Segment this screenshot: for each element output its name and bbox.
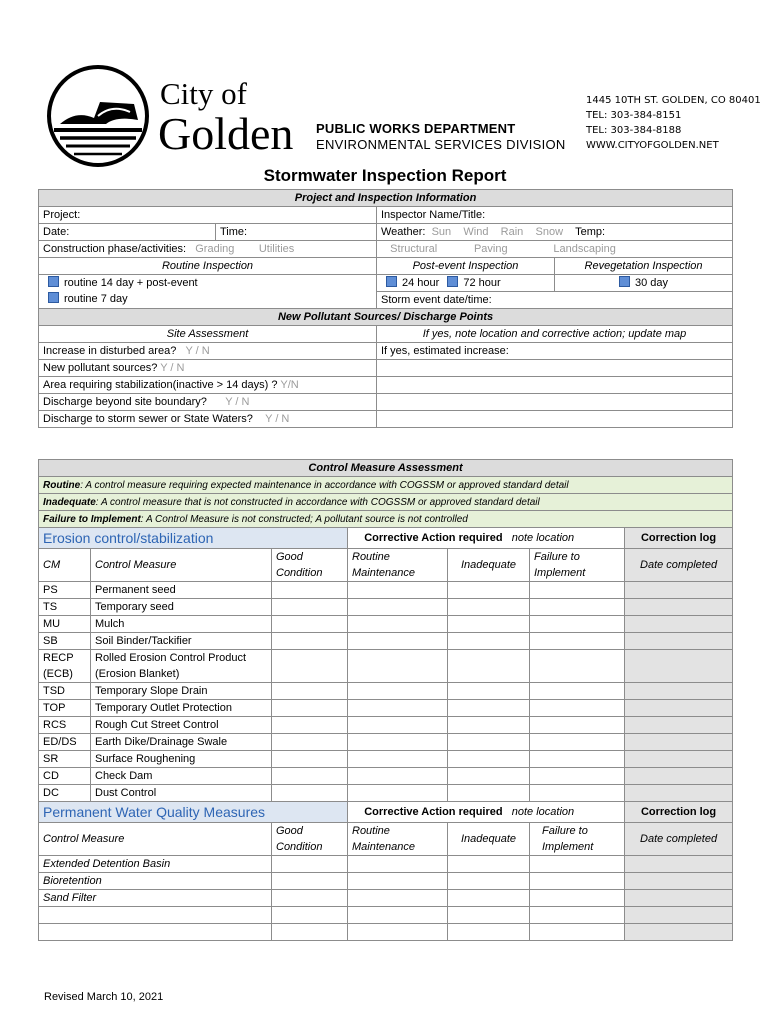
failure-cell[interactable] bbox=[530, 700, 625, 717]
phase-label: Construction phase/activities: bbox=[43, 242, 187, 255]
cm-code: PS bbox=[39, 582, 91, 599]
pwq-correction-log-header: Correction log bbox=[625, 802, 733, 823]
post-24-option[interactable] bbox=[377, 275, 555, 292]
pwq-assessment-cell[interactable] bbox=[272, 924, 348, 941]
routine-maintenance-cell[interactable] bbox=[348, 734, 448, 751]
pollutant-row-note[interactable] bbox=[377, 411, 733, 428]
pollutant-row[interactable]: Increase in disturbed area? Y / N bbox=[39, 343, 377, 360]
reveg-30-option[interactable] bbox=[555, 275, 733, 292]
cm-name: Surface Roughening bbox=[91, 751, 272, 768]
date-completed-cell[interactable] bbox=[625, 666, 733, 683]
checkbox-icon[interactable] bbox=[619, 276, 630, 287]
pwq-assessment-cell[interactable] bbox=[272, 873, 348, 890]
cm-name: Rough Cut Street Control bbox=[91, 717, 272, 734]
good-condition-cell[interactable] bbox=[272, 700, 348, 717]
cm-name: Dust Control bbox=[91, 785, 272, 802]
pwq-assessment-cell[interactable] bbox=[530, 924, 625, 941]
pwq-measure-name: Bioretention bbox=[39, 873, 272, 890]
pwq-col-date-completed: Date completed bbox=[625, 823, 733, 856]
cm-code: TSD bbox=[39, 683, 91, 700]
pwq-assessment-cell[interactable] bbox=[530, 856, 625, 873]
cm-name: Check Dam bbox=[91, 768, 272, 785]
inadequate-cell[interactable] bbox=[448, 633, 530, 650]
pwq-measure-name bbox=[39, 907, 272, 924]
pwq-date-completed-cell[interactable] bbox=[625, 873, 733, 890]
col-failure: Failure to Implement bbox=[530, 549, 625, 582]
pwq-assessment-cell[interactable] bbox=[272, 856, 348, 873]
good-condition-cell[interactable] bbox=[272, 633, 348, 650]
cm-name: Temporary Outlet Protection bbox=[91, 700, 272, 717]
pwq-date-completed-cell[interactable] bbox=[625, 890, 733, 907]
inadequate-cell[interactable] bbox=[448, 717, 530, 734]
cm-code: TOP bbox=[39, 700, 91, 717]
good-condition-cell[interactable] bbox=[272, 734, 348, 751]
pwq-row bbox=[39, 890, 733, 907]
cm-code: TS bbox=[39, 599, 91, 616]
date-completed-cell[interactable] bbox=[625, 768, 733, 785]
pwq-assessment-cell[interactable] bbox=[448, 924, 530, 941]
failure-cell[interactable] bbox=[530, 768, 625, 785]
division-name: ENVIRONMENTAL SERVICES DIVISION bbox=[316, 137, 566, 152]
cm-code: RECP bbox=[39, 650, 91, 667]
weather-wind[interactable]: Wind bbox=[463, 225, 489, 238]
good-condition-cell[interactable] bbox=[272, 717, 348, 734]
cm-code: RCS bbox=[39, 717, 91, 734]
good-condition-cell[interactable] bbox=[272, 785, 348, 802]
control-measure-row bbox=[39, 785, 733, 802]
phase-paving[interactable]: Paving bbox=[473, 242, 508, 255]
routine-7-option[interactable] bbox=[39, 292, 377, 309]
control-measure-row bbox=[39, 582, 733, 599]
pwq-col-control-measure: Control Measure bbox=[39, 823, 272, 856]
pwq-date-completed-cell[interactable] bbox=[625, 856, 733, 873]
good-condition-cell[interactable] bbox=[272, 582, 348, 599]
date-completed-cell[interactable] bbox=[625, 650, 733, 667]
col-inadequate: Inadequate bbox=[448, 549, 530, 582]
website-line: WWW.CITYOFGOLDEN.NET bbox=[586, 140, 719, 151]
pwq-date-completed-cell[interactable] bbox=[625, 907, 733, 924]
corrective-action-header: Corrective Action required note location bbox=[348, 528, 625, 549]
good-condition-cell[interactable] bbox=[272, 751, 348, 768]
reveg-30-label: 30 day bbox=[635, 276, 669, 289]
pwq-row bbox=[39, 873, 733, 890]
pwq-assessment-cell[interactable] bbox=[448, 890, 530, 907]
city-logo bbox=[46, 64, 150, 168]
revegetation-header: Revegetation Inspection bbox=[555, 258, 733, 275]
pollutant-row[interactable]: Area requiring stabilization(inactive > 14 days) ? Y/N bbox=[39, 377, 377, 394]
pollutant-row[interactable]: Discharge beyond site boundary? Y / N bbox=[39, 394, 377, 411]
checkbox-icon[interactable] bbox=[48, 292, 59, 303]
inadequate-cell[interactable] bbox=[448, 599, 530, 616]
project-field[interactable]: Project: bbox=[39, 207, 377, 224]
routine-maintenance-cell[interactable] bbox=[348, 582, 448, 599]
pwq-col-inadequate: Inadequate bbox=[448, 823, 530, 856]
pwq-header: Permanent Water Quality Measures bbox=[39, 802, 348, 823]
date-completed-cell[interactable] bbox=[625, 683, 733, 700]
pollutant-row[interactable]: New pollutant sources? Y / N bbox=[39, 360, 377, 377]
control-measure-row bbox=[39, 700, 733, 717]
weather-rain[interactable]: Rain bbox=[500, 225, 524, 238]
pwq-row bbox=[39, 924, 733, 941]
phase-landscaping[interactable]: Landscaping bbox=[553, 242, 616, 255]
routine-maintenance-cell[interactable] bbox=[348, 650, 448, 667]
phase-utilities[interactable]: Utilities bbox=[258, 242, 295, 255]
pollutant-row-note[interactable]: If yes, estimated increase: bbox=[377, 343, 733, 360]
cm-code: ED/DS bbox=[39, 734, 91, 751]
routine-7-label: routine 7 day bbox=[64, 293, 128, 306]
inadequate-cell[interactable] bbox=[448, 582, 530, 599]
pwq-assessment-cell[interactable] bbox=[448, 856, 530, 873]
routine-14-label: routine 14 day + post-event bbox=[64, 276, 198, 289]
cm-name: Soil Binder/Tackifier bbox=[91, 633, 272, 650]
pwq-col-good-condition: Good Condition bbox=[272, 823, 348, 856]
time-field[interactable]: Time: bbox=[216, 224, 377, 241]
date-completed-cell[interactable] bbox=[625, 616, 733, 633]
cm-code: MU bbox=[39, 616, 91, 633]
cm-code: (ECB) bbox=[39, 666, 91, 683]
cm-code: CD bbox=[39, 768, 91, 785]
control-measure-row bbox=[39, 650, 733, 667]
phase-structural[interactable]: Structural bbox=[390, 242, 438, 255]
date-completed-cell[interactable] bbox=[625, 700, 733, 717]
failure-cell[interactable] bbox=[530, 599, 625, 616]
date-completed-cell[interactable] bbox=[625, 734, 733, 751]
col-date-completed: Date completed bbox=[625, 549, 733, 582]
cm-name: Rolled Erosion Control Product bbox=[91, 650, 272, 667]
control-measure-row bbox=[39, 768, 733, 785]
col-cm: CM bbox=[39, 549, 91, 582]
inadequate-cell[interactable] bbox=[448, 683, 530, 700]
cm-name: Mulch bbox=[91, 616, 272, 633]
inadequate-cell[interactable] bbox=[448, 650, 530, 667]
failure-cell[interactable] bbox=[530, 650, 625, 667]
checkbox-icon[interactable] bbox=[386, 276, 397, 287]
routine-14-option[interactable] bbox=[39, 275, 377, 292]
failure-cell[interactable] bbox=[530, 633, 625, 650]
weather-field[interactable] bbox=[377, 224, 733, 241]
failure-cell[interactable] bbox=[530, 616, 625, 633]
inadequate-cell[interactable] bbox=[448, 734, 530, 751]
definition-inadequate: Inadequate: A control measure that is not constructed in accordance with COGSSM or approved standard detail bbox=[39, 494, 733, 511]
routine-maintenance-cell[interactable] bbox=[348, 616, 448, 633]
cm-name: (Erosion Blanket) bbox=[91, 666, 272, 683]
pwq-assessment-cell[interactable] bbox=[530, 873, 625, 890]
pwq-assessment-cell[interactable] bbox=[348, 873, 448, 890]
control-measure-row bbox=[39, 616, 733, 633]
site-assessment-header: Site Assessment bbox=[39, 326, 377, 343]
pwq-assessment-cell[interactable] bbox=[448, 873, 530, 890]
failure-cell[interactable] bbox=[530, 785, 625, 802]
cm-code: SB bbox=[39, 633, 91, 650]
pwq-measure-name: Sand Filter bbox=[39, 890, 272, 907]
inadequate-cell[interactable] bbox=[448, 785, 530, 802]
revision-note: Revised March 10, 2021 bbox=[44, 991, 164, 1003]
control-measure-row bbox=[39, 717, 733, 734]
routine-maintenance-cell[interactable] bbox=[348, 751, 448, 768]
control-measure-row bbox=[39, 734, 733, 751]
inspector-field[interactable]: Inspector Name/Title: bbox=[377, 207, 733, 224]
control-section-header: Control Measure Assessment bbox=[39, 460, 733, 477]
pollutant-row[interactable]: Discharge to storm sewer or State Waters? Y / N bbox=[39, 411, 377, 428]
correction-log-header: Correction log bbox=[625, 528, 733, 549]
failure-cell[interactable] bbox=[530, 751, 625, 768]
failure-cell[interactable] bbox=[530, 666, 625, 683]
pollutant-row-note[interactable] bbox=[377, 360, 733, 377]
project-section-header: Project and Inspection Information bbox=[39, 190, 733, 207]
routine-maintenance-cell[interactable] bbox=[348, 633, 448, 650]
control-measure-table bbox=[38, 459, 733, 941]
pwq-measure-name: Extended Detention Basin bbox=[39, 856, 272, 873]
date-completed-cell[interactable] bbox=[625, 751, 733, 768]
pwq-row bbox=[39, 907, 733, 924]
phase-grading[interactable]: Grading bbox=[195, 242, 235, 255]
pwq-assessment-cell[interactable] bbox=[348, 856, 448, 873]
pwq-assessment-cell[interactable] bbox=[348, 907, 448, 924]
cm-name: Permanent seed bbox=[91, 582, 272, 599]
pwq-assessment-cell[interactable] bbox=[448, 907, 530, 924]
cm-name: Temporary seed bbox=[91, 599, 272, 616]
control-measure-row bbox=[39, 633, 733, 650]
col-control-measure: Control Measure bbox=[91, 549, 272, 582]
department-name: PUBLIC WORKS DEPARTMENT bbox=[316, 121, 516, 136]
good-condition-cell[interactable] bbox=[272, 683, 348, 700]
failure-cell[interactable] bbox=[530, 717, 625, 734]
address-line: 1445 10TH ST. GOLDEN, CO 80401 bbox=[586, 95, 761, 106]
checkbox-icon[interactable] bbox=[48, 276, 59, 287]
routine-inspection-header: Routine Inspection bbox=[39, 258, 377, 275]
inadequate-cell[interactable] bbox=[448, 666, 530, 683]
definition-failure: Failure to Implement: A Control Measure is not constructed; A pollutant source is not controlled bbox=[39, 511, 733, 528]
pwq-assessment-cell[interactable] bbox=[272, 890, 348, 907]
cm-code: SR bbox=[39, 751, 91, 768]
good-condition-cell[interactable] bbox=[272, 650, 348, 667]
routine-maintenance-cell[interactable] bbox=[348, 768, 448, 785]
temp-label: Temp: bbox=[575, 225, 606, 238]
phase-field-continued[interactable] bbox=[377, 241, 733, 258]
failure-cell[interactable] bbox=[530, 734, 625, 751]
routine-maintenance-cell[interactable] bbox=[348, 683, 448, 700]
checkbox-icon[interactable] bbox=[447, 276, 458, 287]
page-title: Stormwater Inspection Report bbox=[263, 166, 507, 185]
golden-wordmark: Golden bbox=[158, 108, 294, 159]
pwq-assessment-cell[interactable] bbox=[530, 890, 625, 907]
cm-name: Temporary Slope Drain bbox=[91, 683, 272, 700]
date-completed-cell[interactable] bbox=[625, 633, 733, 650]
pollutant-section-header: New Pollutant Sources/ Discharge Points bbox=[39, 309, 733, 326]
good-condition-cell[interactable] bbox=[272, 666, 348, 683]
storm-event-field[interactable]: Storm event date/time: bbox=[377, 292, 733, 309]
pwq-row bbox=[39, 856, 733, 873]
definition-routine: Routine: A control measure requiring expected maintenance in accordance with COGSSM or approved standard detail bbox=[39, 477, 733, 494]
pwq-assessment-cell[interactable] bbox=[348, 924, 448, 941]
routine-maintenance-cell[interactable] bbox=[348, 785, 448, 802]
pwq-measure-name bbox=[39, 924, 272, 941]
post-event-header: Post-event Inspection bbox=[377, 258, 555, 275]
pwq-assessment-cell[interactable] bbox=[348, 890, 448, 907]
post-72-label: 72 hour bbox=[463, 276, 501, 289]
note-location-header: If yes, note location and corrective action; update map bbox=[377, 326, 733, 343]
routine-maintenance-cell[interactable] bbox=[348, 599, 448, 616]
date-completed-cell[interactable] bbox=[625, 717, 733, 734]
pwq-date-completed-cell[interactable] bbox=[625, 924, 733, 941]
date-completed-cell[interactable] bbox=[625, 582, 733, 599]
control-measure-row bbox=[39, 666, 733, 683]
city-of-wordmark: City of bbox=[160, 76, 247, 111]
good-condition-cell[interactable] bbox=[272, 616, 348, 633]
good-condition-cell[interactable] bbox=[272, 768, 348, 785]
routine-maintenance-cell[interactable] bbox=[348, 700, 448, 717]
erosion-control-header: Erosion control/stabilization bbox=[39, 528, 348, 549]
routine-maintenance-cell[interactable] bbox=[348, 717, 448, 734]
pwq-col-routine-maintenance: Routine Maintenance bbox=[348, 823, 448, 856]
pwq-assessment-cell[interactable] bbox=[530, 907, 625, 924]
pollutant-row-note[interactable] bbox=[377, 394, 733, 411]
cm-code: DC bbox=[39, 785, 91, 802]
control-measure-row bbox=[39, 683, 733, 700]
phone-line-2: TEL: 303-384-8188 bbox=[586, 125, 682, 136]
control-measure-row bbox=[39, 599, 733, 616]
project-info-table bbox=[38, 189, 733, 428]
date-field[interactable]: Date: bbox=[39, 224, 216, 241]
inadequate-cell[interactable] bbox=[448, 700, 530, 717]
pollutant-row-note[interactable] bbox=[377, 377, 733, 394]
inadequate-cell[interactable] bbox=[448, 768, 530, 785]
good-condition-cell[interactable] bbox=[272, 599, 348, 616]
control-measure-row bbox=[39, 751, 733, 768]
col-good-condition: Good Condition bbox=[272, 549, 348, 582]
cm-name: Earth Dike/Drainage Swale bbox=[91, 734, 272, 751]
phone-line-1: TEL: 303-384-8151 bbox=[586, 110, 682, 121]
post-24-label: 24 hour bbox=[402, 276, 440, 289]
routine-maintenance-cell[interactable] bbox=[348, 666, 448, 683]
weather-sun[interactable]: Sun bbox=[431, 225, 452, 238]
failure-cell[interactable] bbox=[530, 683, 625, 700]
inadequate-cell[interactable] bbox=[448, 751, 530, 768]
weather-label: Weather: bbox=[381, 225, 426, 238]
inadequate-cell[interactable] bbox=[448, 616, 530, 633]
col-routine-maintenance: Routine Maintenance bbox=[348, 549, 448, 582]
failure-cell[interactable] bbox=[530, 582, 625, 599]
pwq-assessment-cell[interactable] bbox=[272, 907, 348, 924]
pwq-col-failure: Failure to Implement bbox=[530, 823, 625, 856]
weather-snow[interactable]: Snow bbox=[535, 225, 564, 238]
date-completed-cell[interactable] bbox=[625, 785, 733, 802]
pwq-corrective-action-header: Corrective Action required note location bbox=[348, 802, 625, 823]
phase-field[interactable] bbox=[39, 241, 377, 258]
date-completed-cell[interactable] bbox=[625, 599, 733, 616]
